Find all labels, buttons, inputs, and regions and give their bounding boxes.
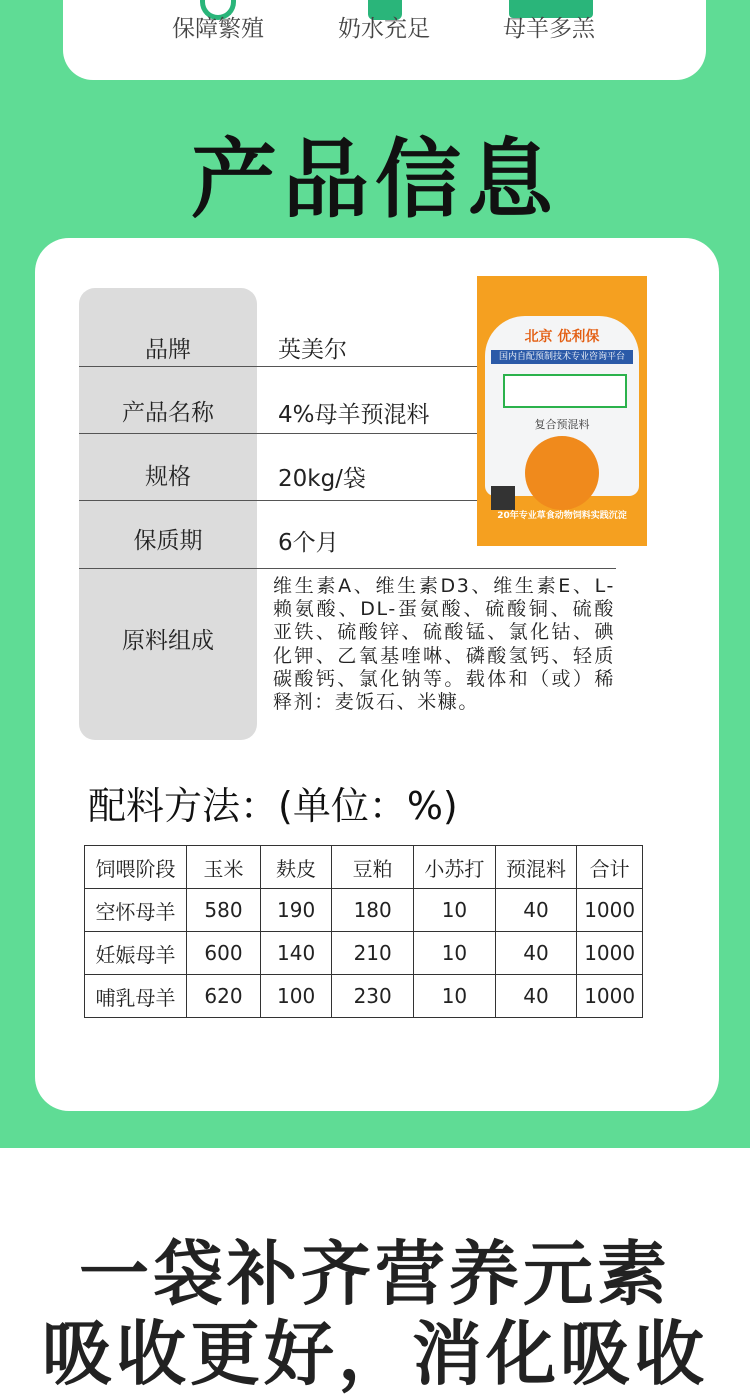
header-cell: 合计: [577, 846, 643, 889]
feature-label: 奶水充足: [338, 16, 430, 42]
bag-type: 复合预混料: [534, 418, 590, 431]
table-cell: 210: [332, 932, 414, 975]
table-cell: 妊娠母羊: [85, 932, 187, 975]
feature-label: 保障繁殖: [172, 16, 264, 42]
table-cell: 620: [186, 975, 260, 1018]
bottom-title: 一袋补齐营养元素: [79, 1233, 671, 1315]
ingredients-text: 维生素A、维生素D3、维生素E、L-赖氨酸、DL-蛋氨酸、硫酸铜、硫酸亚铁、硫酸锌、硫酸锰、氯化钴、碘化钾、乙氧基喹啉、磷酸氢钙、轻质碳酸钙、氯化钠等。载体和（或）稀释剂：麦饭石、米糠。: [273, 575, 615, 714]
bag-banner: 国内自配预制技术专业咨询平台: [491, 350, 633, 364]
bag-brand: 北京 优利保: [524, 329, 600, 345]
spec-label: 规格: [145, 464, 191, 490]
table-cell: 10: [414, 975, 496, 1018]
table-row: [85, 932, 643, 975]
table-cell: 1000: [577, 932, 643, 975]
table-row: [85, 889, 643, 932]
table-cell: 100: [261, 975, 332, 1018]
table-cell: 1000: [577, 889, 643, 932]
table-cell: 600: [186, 932, 260, 975]
row-divider: [79, 500, 516, 501]
table-row: [85, 975, 643, 1018]
table-cell: 40: [495, 932, 577, 975]
header-cell: 小苏打: [414, 846, 496, 889]
table-cell: 190: [261, 889, 332, 932]
table-cell: 空怀母羊: [85, 889, 187, 932]
recipe-title: 配料方法：(单位：%): [88, 784, 458, 828]
feature-label: 母羊多羔: [503, 16, 595, 42]
header-cell: 饲喂阶段: [85, 846, 187, 889]
features-card: [63, 0, 706, 80]
product-bag-image: [477, 276, 647, 546]
product-name-value: 4%母羊预混料: [278, 402, 430, 428]
table-cell: 580: [186, 889, 260, 932]
ingredients-label: 原料组成: [122, 628, 214, 654]
brand-value: 英美尔: [278, 337, 347, 363]
table-cell: 1000: [577, 975, 643, 1018]
globe-icon: [525, 436, 599, 510]
table-cell: 230: [332, 975, 414, 1018]
table-cell: 10: [414, 932, 496, 975]
bottom-title-partial: 吸收更好，消化吸收: [42, 1313, 708, 1395]
table-cell: 180: [332, 889, 414, 932]
recipe-table: [84, 845, 643, 1018]
table-cell: 140: [261, 932, 332, 975]
brand-label: 品牌: [145, 337, 191, 363]
bag-product-box: [503, 374, 627, 408]
row-divider: [79, 433, 516, 434]
spec-value: 20kg/袋: [278, 466, 366, 492]
table-cell: 10: [414, 889, 496, 932]
shelf-life-value: 6个月: [278, 530, 339, 556]
product-name-label: 产品名称: [122, 400, 214, 426]
header-cell: 玉米: [186, 846, 260, 889]
header-cell: 豆粕: [332, 846, 414, 889]
table-cell: 40: [495, 975, 577, 1018]
bag-label-area: [485, 316, 639, 496]
qr-code-icon: [491, 486, 515, 510]
table-cell: 40: [495, 889, 577, 932]
bag-slogan: 20年专业草食动物饲料实践沉淀: [497, 511, 627, 521]
table-cell: 哺乳母羊: [85, 975, 187, 1018]
row-divider: [79, 366, 516, 367]
section-title: 产品信息: [191, 130, 559, 230]
table-header-row: [85, 846, 643, 889]
row-divider: [79, 568, 616, 569]
header-cell: 预混料: [495, 846, 577, 889]
shelf-life-label: 保质期: [133, 528, 203, 554]
header-cell: 麸皮: [261, 846, 332, 889]
